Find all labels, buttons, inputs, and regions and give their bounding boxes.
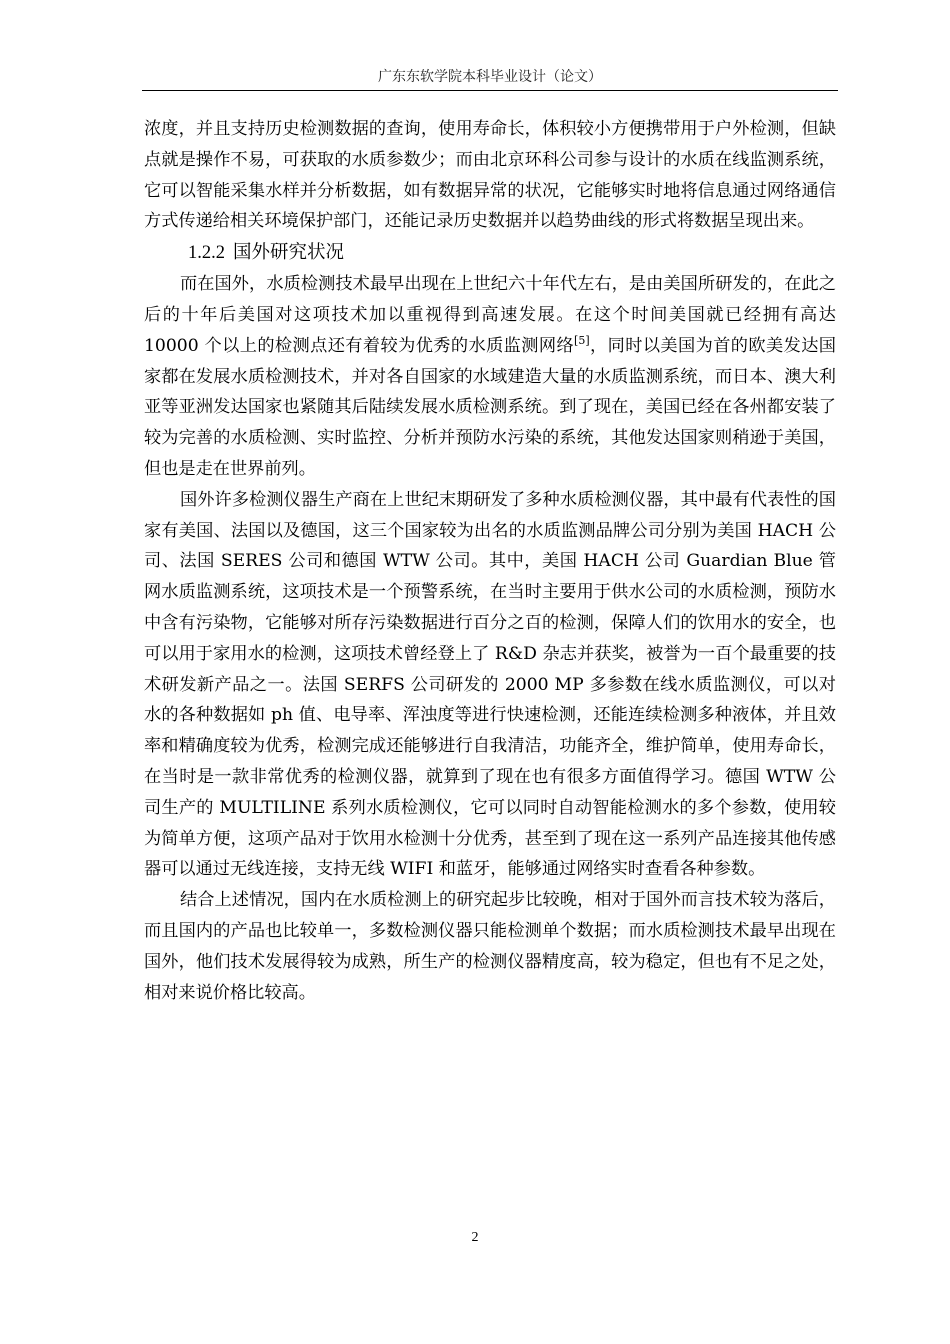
page-number: 2 xyxy=(471,1230,479,1245)
citation-reference: [5] xyxy=(574,333,590,347)
paragraph-foreign-instruments: 国外许多检测仪器生产商在上世纪末期研发了多种水质检测仪器，其中最有代表性的国家有美国、法国以及德国，这三个国家较为出名的水质监测品牌公司分别为美国 HACH 公司、法国 SERES 公司和德国 WTW 公司。其中，美国 HACH 公司 Guardian Blue 管网水质监测系统，这项技术是一个预警系统，在当时主要用于供水公司的水质检测，预防水中含有污染物，它能够对所存污染数据进行百分之百的检测，保障人们的饮用水的安全，也可以用于家用水的检测，这项技术曾经登上了 R&D 杂志并获奖，被誉为一百个最重要的技术研发新产品之一。法国 SERFS 公司研发的 2000 MP 多参数在线水质监测仪，可以对水的各种数据如 ph 值、电导率、浑浊度等进行快速检测，还能连续检测多种液体，并且效率和精确度较为优秀，检测完成还能够进行自我清洁，功能齐全，维护简单，使用寿命长，在当时是一款非常优秀的检测仪器，就算到了现在也有很多方面值得学习。德国 WTW 公司生产的 MULTILINE 系列水质检测仪，它可以同时自动智能检测水的多个参数，使用较为简单方便，这项产品对于饮用水检测十分优秀，甚至到了现在这一系列产品连接其他传感器可以通过无线连接，支持无线 WIFI 和蓝牙，能够通过网络实时查看各种参数。 xyxy=(144,489,836,880)
paragraph-continuation: 浓度，并且支持历史检测数据的查询，使用寿命长，体积较小方便携带用于户外检测，但缺点就是操作不易，可获取的水质参数少；而由北京环科公司参与设计的水质在线监测系统，它可以智能采集水样并分析数据，如有数据异常的状况，它能够实时地将信息通过网络通信方式传递给相关环境保护部门，还能记录历史数据并以趋势曲线的形式将数据呈现出来。 xyxy=(144,119,836,232)
paragraph-summary: 结合上述情况，国内在水质检测上的研究起步比较晚，相对于国外而言技术较为落后，而且国内的产品也比较单一，多数检测仪器只能检测单个数据；而水质检测技术最早出现在国外，他们技术发展得较为成熟，所生产的检测仪器精度高，较为稳定，但也有不足之处，相对来说价格比较高。 xyxy=(144,890,836,1003)
section-number: 1.2.2 xyxy=(188,243,225,264)
header-rule xyxy=(142,90,838,91)
paragraph-text: ，同时以美国为首的欧美发达国家都在发展水质检测技术，并对各自国家的水域建造大量的水质监测系统，而日本、澳大利亚等亚洲发达国家也紧随其后陆续发展水质检测系统。到了现在，美国已经在各州都安装了较为完善的水质检测、实时监控、分析并预防水污染的系统，其他发达国家则稍逊于美国，但也是走在世界前列。 xyxy=(144,335,836,479)
page-header-title: 广东东软学院本科毕业设计（论文） xyxy=(378,69,602,85)
paragraph-text: 而在国外，水质检测技术最早出现在上世纪六十年代左右，是由美国所研发的，在此之后的十年后美国对这项技术加以重视得到高速发展。在这个时间美国就已经拥有高达 10000 个以上的检测点还有着较为优秀的水质监测网络 xyxy=(144,274,836,356)
section-heading xyxy=(144,237,836,269)
section-title: 国外研究状况 xyxy=(233,242,345,264)
paragraph-foreign-history xyxy=(144,269,836,485)
document-body xyxy=(144,114,836,1008)
